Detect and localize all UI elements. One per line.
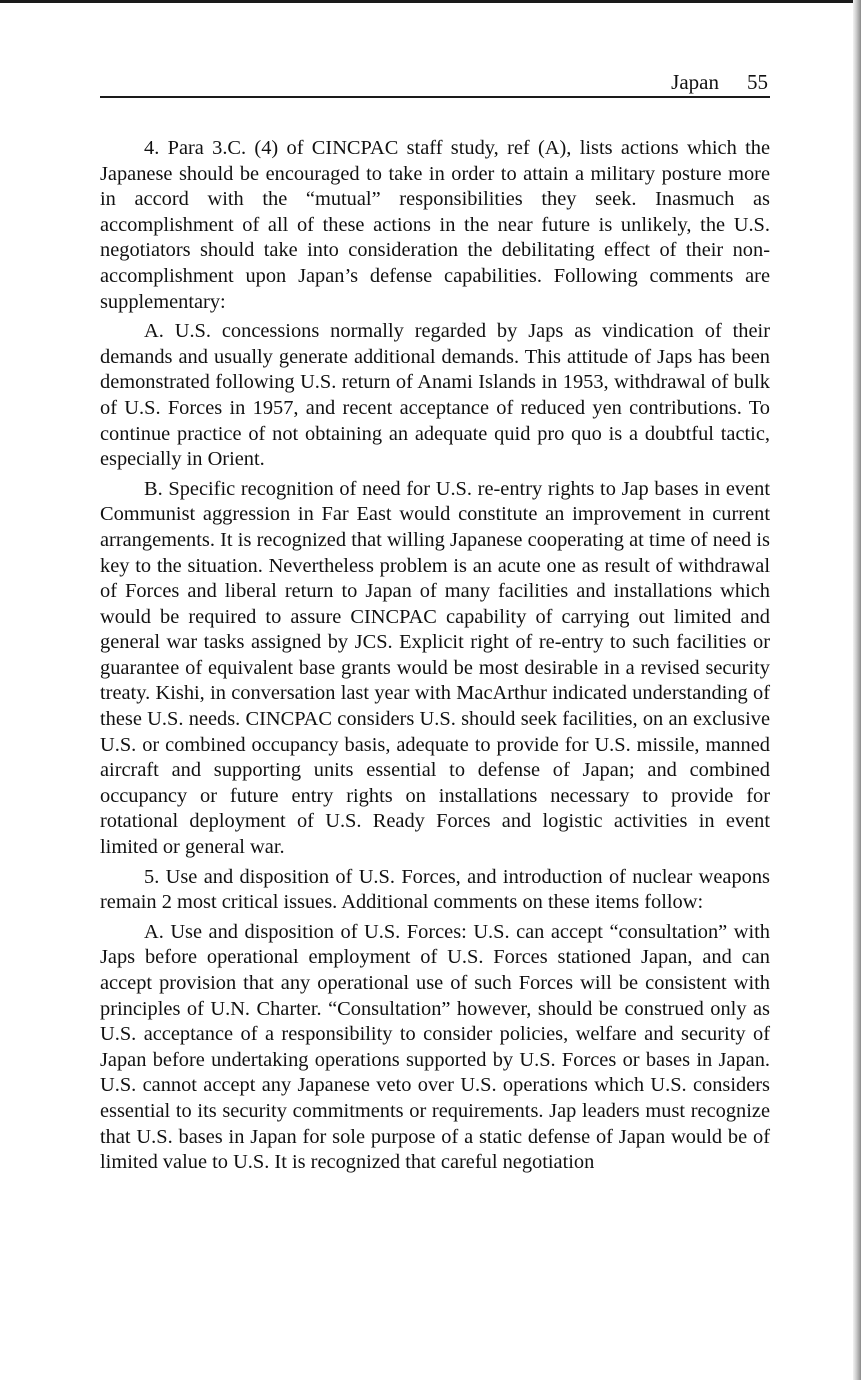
paragraph-5: 5. Use and disposition of U.S. Forces, and introduction of nuclear weapons remain 2 most critical issues. Additional comments on these items follow: xyxy=(100,865,770,914)
running-head xyxy=(100,70,770,98)
paragraph-4a: A. U.S. concessions normally regarded by Japs as vindication of their demands and usually generate additional demands. This attitude of Japs has been demonstrated following U.S. return of Anami Islands in 1953, withdrawal of bulk of U.S. Forces in 1957, and recent acceptance of reduced yen contributions. To continue practice of not obtaining an adequate quid pro quo is a doubtful tactic, especially in Orient. xyxy=(100,320,770,471)
page-number: 55 xyxy=(747,70,768,94)
running-head-section: Japan xyxy=(671,70,719,94)
scan-top-edge xyxy=(0,0,861,3)
paragraph-4: 4. Para 3.C. (4) of CINCPAC staff study, ref (A), lists actions which the Japanese should be encouraged to take in order to attain a military posture more in accord with the “mutual” responsibilities they seek. Inasmuch as accomplishment of all of these actions in the near future is unlikely, the U.S. negotiators should take into consideration the debilitating effect of their non-accomplishment upon Japan’s defense capabilities. Following comments are supplementary: xyxy=(100,137,770,313)
scan-right-edge xyxy=(853,0,861,1380)
book-page xyxy=(100,70,770,1180)
paragraph-4b: B. Specific recognition of need for U.S. re-entry rights to Jap bases in event Communist aggression in Far East would constitute an improvement in current arrangements. It is recognized that willing Japanese cooperating at time of need is key to the situation. Nevertheless problem is an acute one as result of withdrawal of Forces and liberal return to Japan of many facilities and installations which would be required to assure CINCPAC capability of carrying out limited and general war tasks assigned by JCS. Explicit right of re-entry to such facilities or guarantee of equivalent base grants would be most desirable in a revised security treaty. Kishi, in conversation last year with MacArthur indicated understanding of these U.S. needs. CINCPAC considers U.S. should seek facilities, on an exclusive U.S. or combined occupancy basis, adequate to provide for U.S. missile, manned aircraft and supporting units essential to defense of Japan; and combined occupancy or future entry rights on installations necessary to provide for rotational deployment of U.S. Ready Forces and logistic activities in event limited or general war. xyxy=(100,477,770,859)
body-text xyxy=(100,136,770,1176)
paragraph-5a: A. Use and disposition of U.S. Forces: U.S. can accept “consultation” with Japs before operational employment of U.S. Forces stationed Japan, and can accept provision that any operational use of such Forces will be consistent with principles of U.N. Charter. “Consultation” however, should be construed only as U.S. acceptance of a responsibility to consider policies, welfare and security of Japan before undertaking operations supported by U.S. Forces or bases in Japan. U.S. cannot accept any Japanese veto over U.S. operations which U.S. considers essential to its security commitments or requirements. Jap leaders must recognize that U.S. bases in Japan for sole purpose of a static defense of Japan would be of limited value to U.S. It is recognized that careful negotiation xyxy=(100,920,770,1174)
